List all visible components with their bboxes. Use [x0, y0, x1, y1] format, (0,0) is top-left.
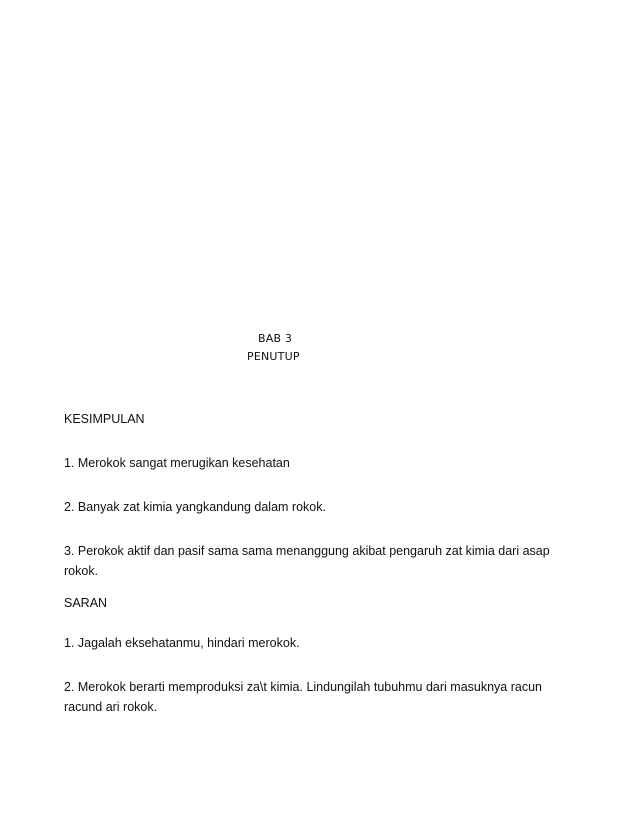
chapter-title: PENUTUP — [247, 350, 300, 363]
kesimpulan-item-2: 2. Banyak zat kimia yangkandung dalam rokok. — [64, 500, 326, 514]
saran-item-2: 2. Merokok berarti memproduksi za\t kimia. Lindungilah tubuhmu dari masuknya racun racund ari rokok. — [64, 680, 543, 714]
saran-item-1: 1. Jagalah eksehatanmu, hindari merokok. — [64, 636, 300, 650]
chapter-number: BAB 3 — [258, 332, 293, 345]
saran-heading: SARAN — [64, 596, 108, 610]
kesimpulan-item-1: 1. Merokok sangat merugikan kesehatan — [64, 456, 290, 470]
kesimpulan-item-3: 3. Perokok aktif dan pasif sama sama menanggung akibat pengaruh zat kimia dari asap rokok. — [64, 544, 550, 578]
kesimpulan-heading: KESIMPULAN — [64, 412, 145, 426]
